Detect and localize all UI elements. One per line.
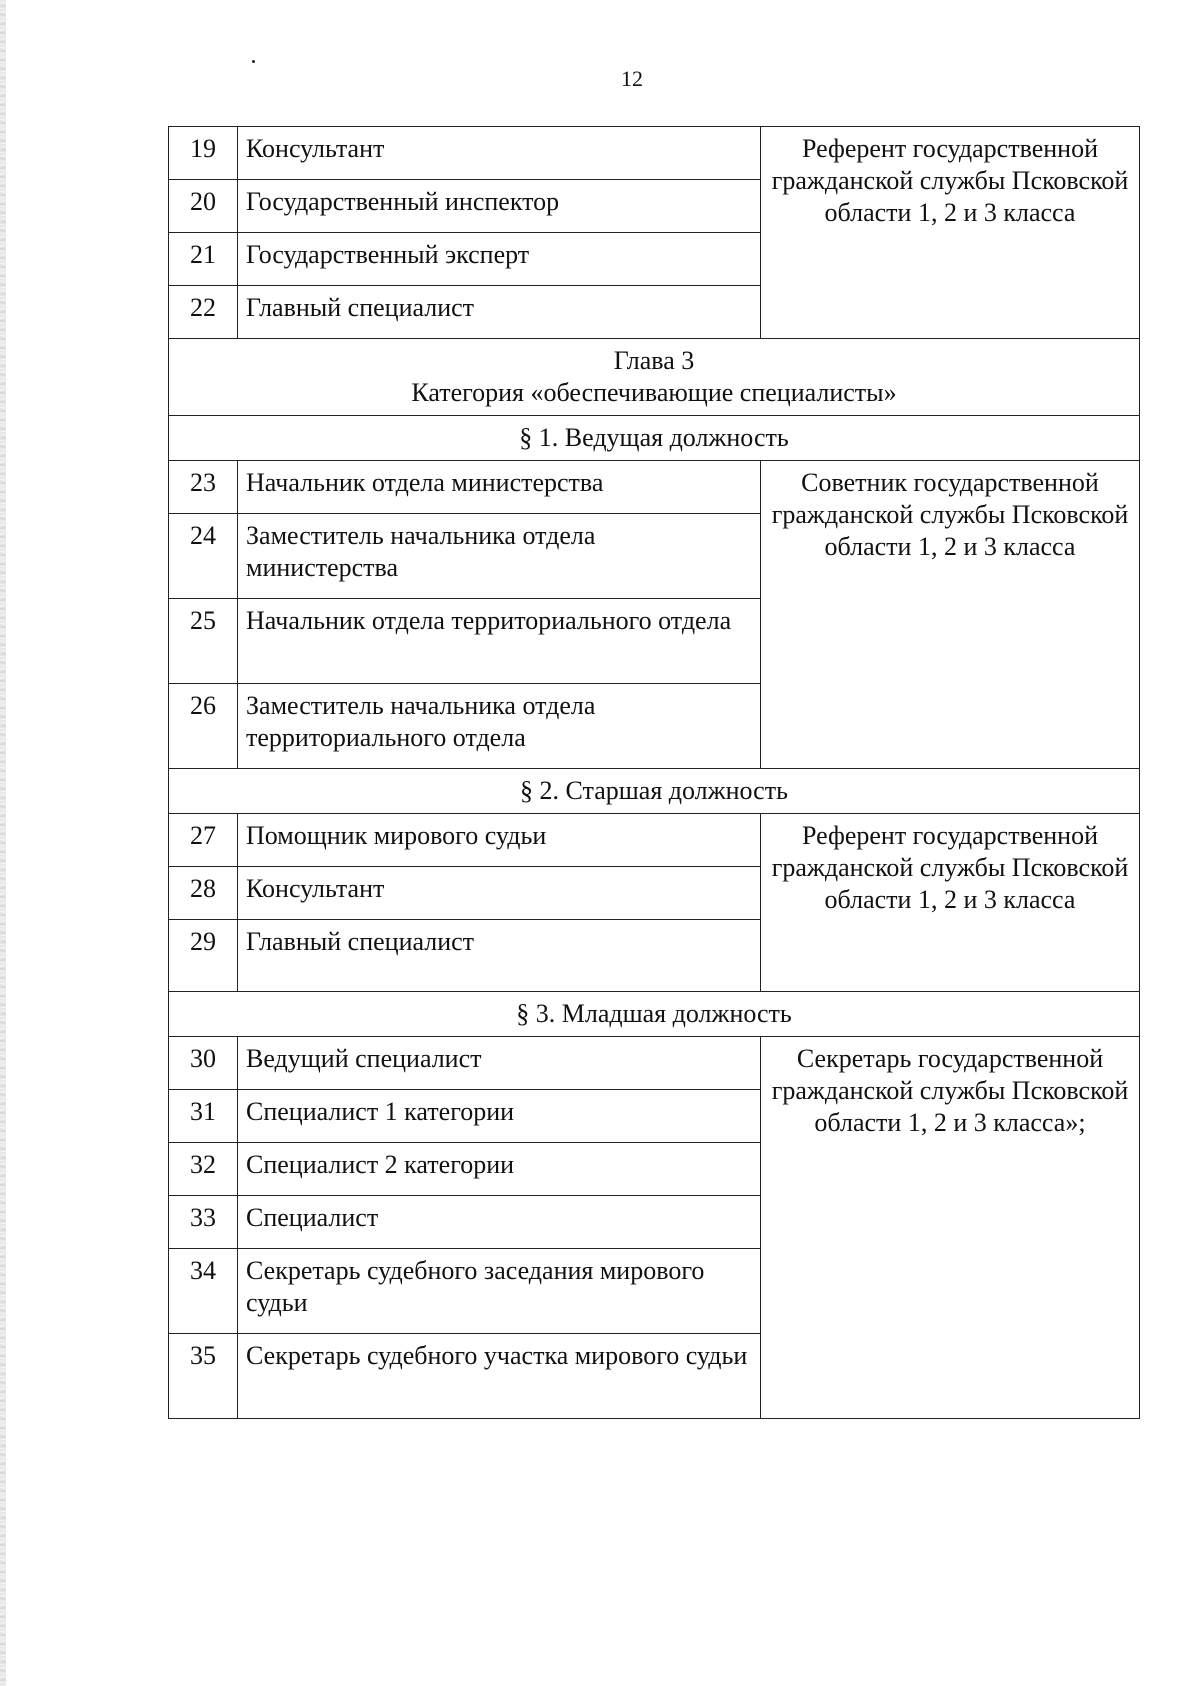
row-number: 30 <box>169 1037 238 1090</box>
position-title: Заместитель начальника отдела территориального отдела <box>238 684 761 769</box>
chapter-number: Глава 3 <box>613 346 695 375</box>
row-number: 35 <box>169 1334 238 1419</box>
row-number: 25 <box>169 599 238 684</box>
class-rank: Секретарь государственной гражданской службы Псковской области 1, 2 и 3 класса»; <box>761 1037 1140 1419</box>
chapter-category: Категория «обеспечивающие специалисты» <box>411 378 897 407</box>
class-rank: Советник государственной гражданской службы Псковской области 1, 2 и 3 класса <box>761 461 1140 769</box>
row-number: 20 <box>169 180 238 233</box>
row-number: 19 <box>169 127 238 180</box>
section-heading-row <box>169 992 1140 1037</box>
position-title: Секретарь судебного заседания мирового судьи <box>238 1249 761 1334</box>
row-number: 27 <box>169 814 238 867</box>
position-title: Начальник отдела министерства <box>238 461 761 514</box>
section-heading: § 2. Старшая должность <box>169 769 1140 814</box>
scan-speck <box>252 60 255 63</box>
row-number: 21 <box>169 233 238 286</box>
row-number: 34 <box>169 1249 238 1334</box>
table-row <box>169 127 1140 180</box>
scan-edge <box>0 0 6 1686</box>
row-number: 32 <box>169 1143 238 1196</box>
position-title: Главный специалист <box>238 920 761 992</box>
chapter-heading-row <box>169 339 1140 416</box>
position-title: Специалист 1 категории <box>238 1090 761 1143</box>
class-rank: Референт государственной гражданской службы Псковской области 1, 2 и 3 класса <box>761 814 1140 992</box>
section-heading-row <box>169 769 1140 814</box>
table-row <box>169 814 1140 867</box>
position-title: Главный специалист <box>238 286 761 339</box>
row-number: 24 <box>169 514 238 599</box>
row-number: 29 <box>169 920 238 992</box>
row-number: 22 <box>169 286 238 339</box>
row-number: 31 <box>169 1090 238 1143</box>
position-title: Специалист 2 категории <box>238 1143 761 1196</box>
section-heading: § 3. Младшая должность <box>169 992 1140 1037</box>
row-number: 28 <box>169 867 238 920</box>
position-title: Государственный инспектор <box>238 180 761 233</box>
position-title: Специалист <box>238 1196 761 1249</box>
position-title: Секретарь судебного участка мирового судьи <box>238 1334 761 1419</box>
position-title: Консультант <box>238 127 761 180</box>
position-title: Заместитель начальника отдела министерства <box>238 514 761 599</box>
position-title: Помощник мирового судьи <box>238 814 761 867</box>
page-number: 12 <box>621 66 643 91</box>
position-title: Ведущий специалист <box>238 1037 761 1090</box>
row-number: 26 <box>169 684 238 769</box>
section-heading: § 1. Ведущая должность <box>169 416 1140 461</box>
row-number: 33 <box>169 1196 238 1249</box>
class-rank: Референт государственной гражданской службы Псковской области 1, 2 и 3 класса <box>761 127 1140 339</box>
table-row <box>169 1037 1140 1090</box>
row-number: 23 <box>169 461 238 514</box>
section-heading-row <box>169 416 1140 461</box>
chapter-heading <box>169 339 1140 416</box>
table-row <box>169 461 1140 514</box>
position-title: Государственный эксперт <box>238 233 761 286</box>
positions-table <box>168 126 1140 1419</box>
position-title: Начальник отдела территориального отдела <box>238 599 761 684</box>
position-title: Консультант <box>238 867 761 920</box>
